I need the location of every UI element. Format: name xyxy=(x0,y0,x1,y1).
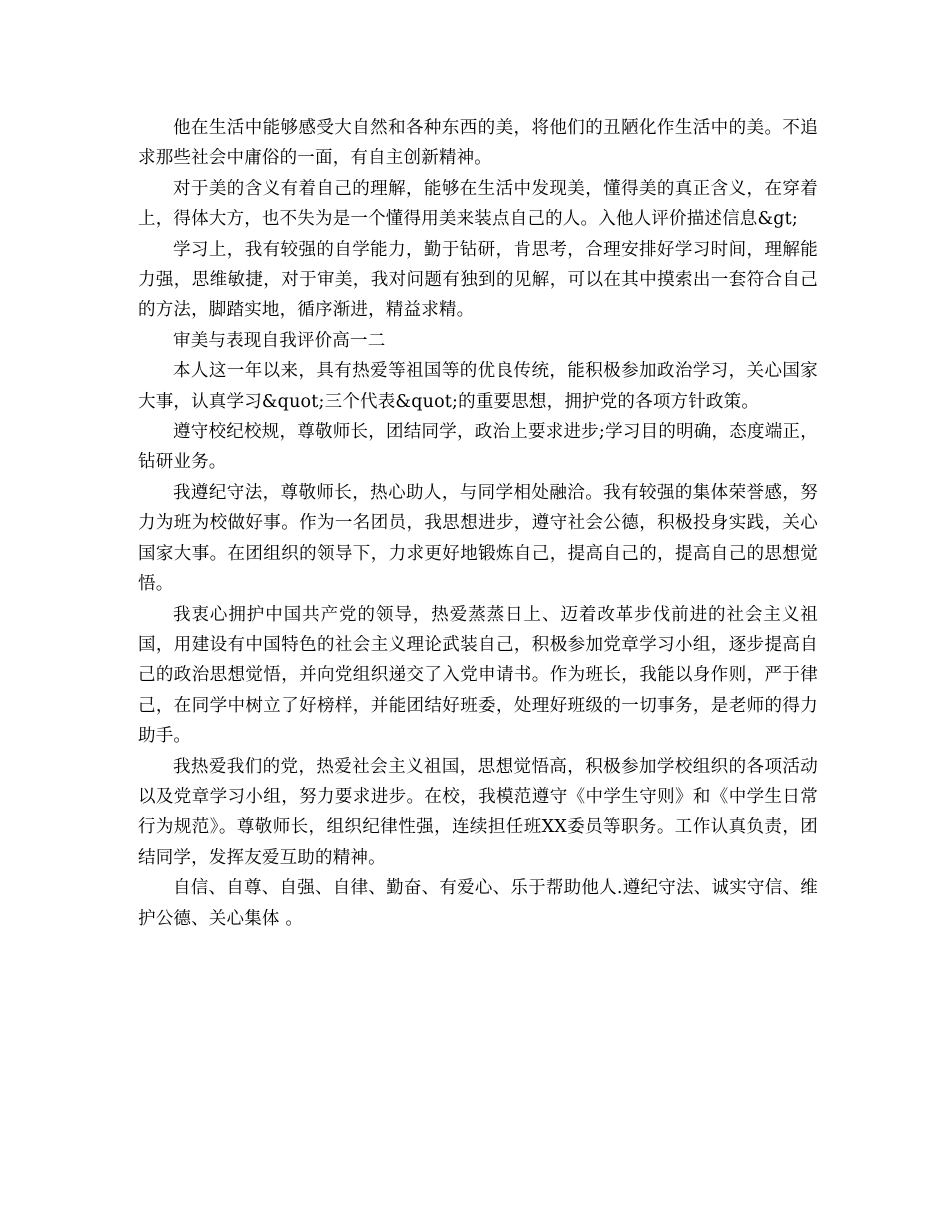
paragraph-1: 他在生活中能够感受大自然和各种东西的美，将他们的丑陋化作生活中的美。不追求那些社会中庸俗的一面，有自主创新精神。 xyxy=(138,118,818,169)
section-heading: 审美与表现自我评价高一二 xyxy=(173,330,386,351)
paragraph-4: 本人这一年以来，具有热爱等祖国等的优良传统，能积极参加政治学习，关心国家大事，认真学习&quot;三个代表&quot;的重要思想，拥护党的各项方针政策。 xyxy=(138,361,818,412)
paragraph-5: 遵守校纪校规，尊敬师长，团结同学，政治上要求进步;学习目的明确，态度端正，钻研业务。 xyxy=(138,422,818,473)
paragraph-2: 对于美的含义有着自己的理解，能够在生活中发现美，懂得美的真正含义，在穿着上，得体大方，也不失为是一个懂得用美来装点自己的人。入他人评价描述信息&gt; xyxy=(138,178,818,230)
paragraph-7: 我衷心拥护中国共产党的领导，热爱蒸蒸日上、迈着改革步伐前进的社会主义祖国，用建设有中国特色的社会主义理论武装自己，积极参加党章学习小组，逐步提高自己的政治思想觉悟，并向党组织递交了入党申请书。作为班长，我能以身作则，严于律己，在同学中树立了好榜样，并能团结好班委，处理好班级的一切事务，是老师的得力助手。 xyxy=(138,604,818,747)
paragraph-3: 学习上，我有较强的自学能力，勤于钻研，肯思考，合理安排好学习时间，理解能力强，思维敏捷，对于审美，我对问题有独到的见解，可以在其中摸索出一套符合自己的方法，脚踏实地，循序渐进，精益求精。 xyxy=(138,239,818,321)
paragraph-8: 我热爱我们的党，热爱社会主义祖国，思想觉悟高，积极参加学校组织的各项活动以及党章学习小组，努力要求进步。在校，我模范遵守《中学生守则》和《中学生日常行为规范》。尊敬师长，组织纪律性强，连续担任班XX委员等职务。工作认真负责，团结同学，发挥友爱互助的精神。 xyxy=(138,756,818,868)
paragraph-9: 自信、自尊、自强、自律、勤奋、有爱心、乐于帮助他人.遵纪守法、诚实守信、维护公德、关心集体 。 xyxy=(138,878,818,929)
document-body xyxy=(138,113,818,934)
paragraph-6: 我遵纪守法，尊敬师长，热心助人，与同学相处融洽。我有较强的集体荣誉感，努力为班为校做好事。作为一名团员，我思想进步，遵守社会公德，积极投身实践，关心国家大事。在团组织的领导下，力求更好地锻炼自己，提高自己的，提高自己的思想觉悟。 xyxy=(138,482,818,595)
